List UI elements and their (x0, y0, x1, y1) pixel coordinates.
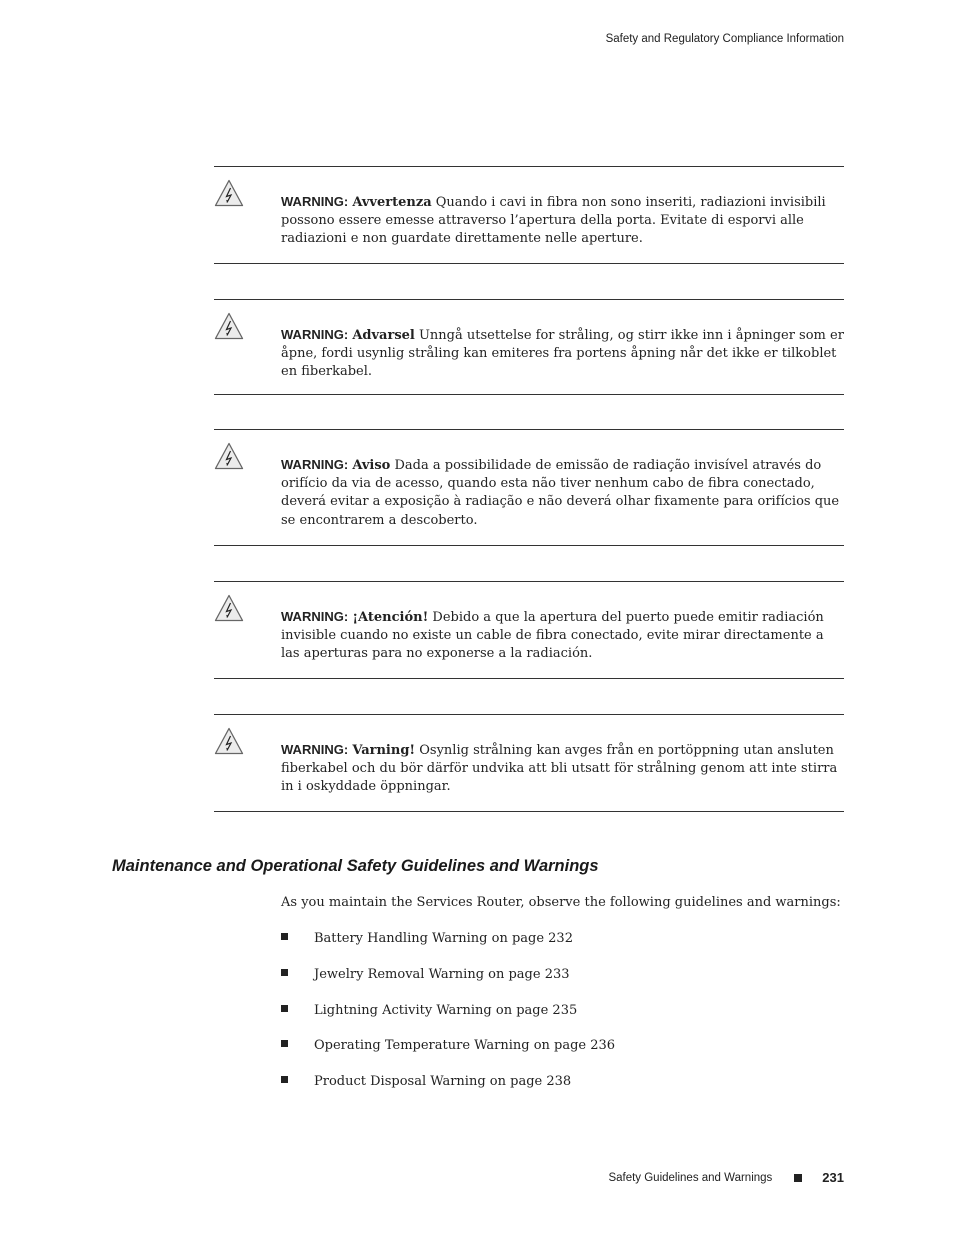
warning-block-swedish (214, 714, 844, 812)
warning-language-label: ¡Atención! (352, 610, 429, 625)
list-item[interactable] (281, 931, 573, 946)
list-item-text: Jewelry Removal Warning on page 233 (314, 967, 570, 982)
warning-block-italian (214, 166, 844, 264)
bullet-square-icon (281, 1005, 288, 1012)
warning-text (281, 193, 844, 249)
warning-label: WARNING: (281, 609, 349, 624)
list-item[interactable] (281, 967, 570, 982)
warning-text (281, 326, 844, 382)
warning-language-label: Varning! (352, 743, 416, 758)
list-item-text: Lightning Activity Warning on page 235 (314, 1003, 578, 1018)
list-item-text: Product Disposal Warning on page 238 (314, 1074, 572, 1089)
warning-block-portuguese (214, 429, 844, 546)
warning-text (281, 608, 844, 664)
list-item[interactable] (281, 1074, 571, 1089)
electrical-hazard-icon (214, 442, 244, 470)
footer-separator-icon (794, 1174, 802, 1182)
electrical-hazard-icon (214, 727, 244, 755)
list-item-text: Operating Temperature Warning on page 236 (314, 1038, 616, 1053)
warning-body: Quando i cavi in fibra non sono inseriti, radiazioni invisibili possono essere emesse attraverso l’apertura della porta. Evitate di esporvi alle radiazioni e non guardate direttamente nelle aperture. (281, 195, 826, 247)
running-header: Safety and Regulatory Compliance Information (605, 33, 844, 45)
warning-text (281, 741, 844, 797)
warning-label: WARNING: (281, 742, 349, 757)
warning-body: Dada a possibilidade de emissão de radiação invisível através do orifício da via de acesso, quando esta não tiver nenhum cabo de fibra conectado, deverá evitar a exposição à radiação e não deverá olhar fixamente para orifícios que se encontrarem a descoberto. (281, 458, 840, 528)
bullet-square-icon (281, 933, 288, 940)
footer-chapter-title: Safety Guidelines and Warnings (608, 1171, 773, 1184)
warning-body: Debido a que la apertura del puerto puede emitir radiación invisible cuando no existe un cable de fibra conectado, evite mirar directamente a las aperturas para no exponerse a la radiación. (281, 610, 824, 662)
electrical-hazard-icon (214, 179, 244, 207)
warning-body: Unngå utsettelse for stråling, og stirr ikke inn i åpninger som er åpne, fordi usynlig stråling kan emiteres fra portens åpning når det ikke er tilkoblet en fiberkabel. (281, 328, 844, 380)
page-footer (608, 1170, 844, 1185)
warning-body: Osynlig strålning kan avges från en portöppning utan ansluten fiberkabel och du bör därför undvika att bli utsatt för strålning genom att inte stirra in i oskyddade öppningar. (281, 743, 838, 795)
bullet-square-icon (281, 1040, 288, 1047)
page-number: 231 (822, 1170, 844, 1185)
electrical-hazard-icon (214, 594, 244, 622)
list-item[interactable] (281, 1003, 577, 1018)
warning-language-label: Advarsel (352, 328, 415, 343)
warning-text (281, 456, 844, 530)
electrical-hazard-icon (214, 312, 244, 340)
section-heading: Maintenance and Operational Safety Guidelines and Warnings (112, 857, 599, 875)
warning-label: WARNING: (281, 194, 349, 209)
warning-block-norwegian (214, 299, 844, 395)
warning-language-label: Avvertenza (352, 195, 432, 210)
bullet-square-icon (281, 969, 288, 976)
warning-label: WARNING: (281, 457, 349, 472)
warning-block-spanish (214, 581, 844, 679)
warning-language-label: Aviso (352, 458, 391, 473)
section-intro: As you maintain the Services Router, observe the following guidelines and warnings: (281, 895, 841, 910)
warning-label: WARNING: (281, 327, 349, 342)
list-item[interactable] (281, 1038, 615, 1053)
list-item-text: Battery Handling Warning on page 232 (314, 931, 573, 946)
bullet-square-icon (281, 1076, 288, 1083)
